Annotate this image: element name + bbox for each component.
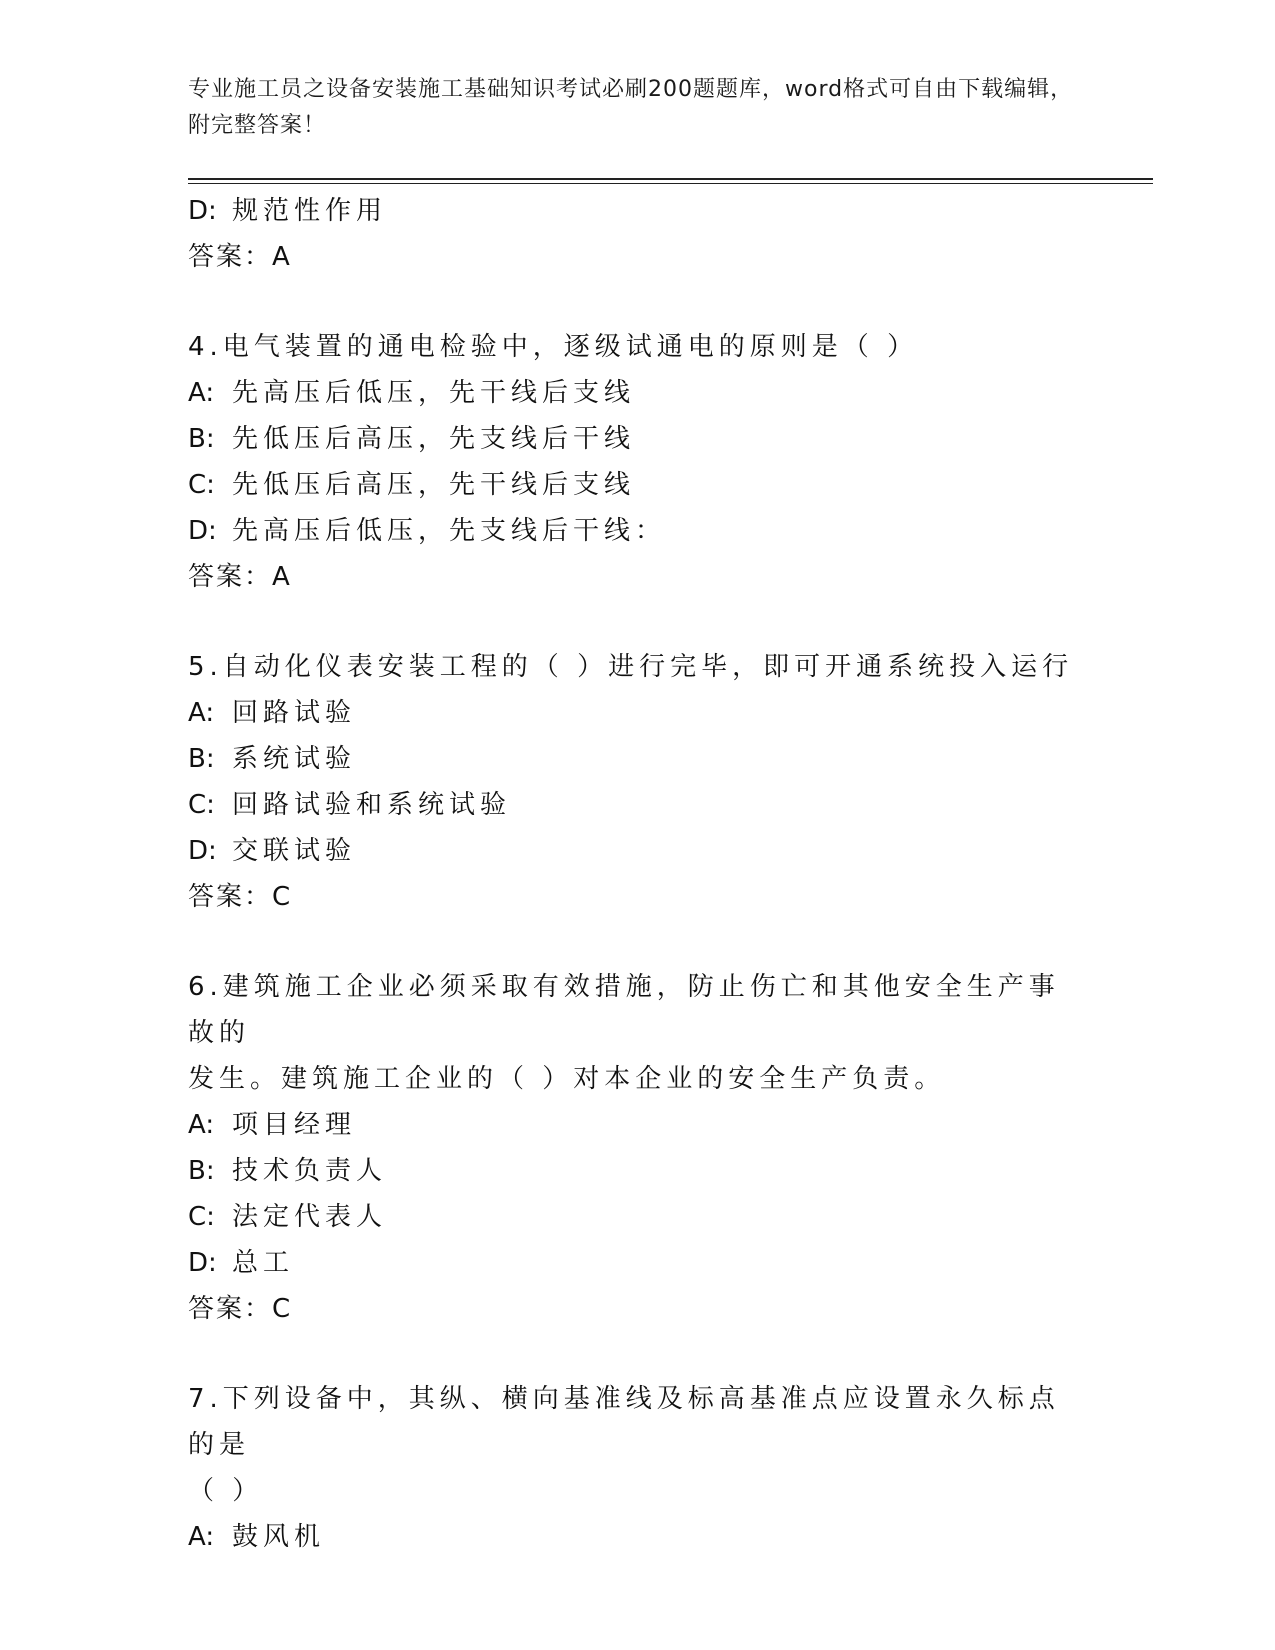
q7-option-a: [188, 1514, 1088, 1560]
q5-answer: 答案：C: [188, 882, 293, 912]
q6-option-c: [188, 1194, 1088, 1240]
q6-title-line-2: 发生。建筑施工企业的（ ）对本企业的安全生产负责。: [188, 1064, 946, 1094]
option-text: 总工: [232, 1248, 295, 1278]
option-letter: B:: [188, 744, 215, 774]
q7-title-line-2: （ ）: [188, 1476, 264, 1506]
option-text: 技术负责人: [232, 1156, 388, 1186]
document-header: 专业施工员之设备安装施工基础知识考试必刷200题题库，word格式可自由下载编辑，附完整答案！: [188, 77, 1074, 138]
option-letter: D:: [188, 196, 217, 226]
q6-option-d: [188, 1240, 1088, 1286]
option-letter: A:: [188, 1522, 215, 1552]
option-text: 交联试验: [232, 836, 357, 866]
q6-option-a: [188, 1102, 1088, 1148]
q7-title-line-1: 7.下列设备中，其纵、横向基准线及标高基准点应设置永久标点的是: [188, 1384, 1060, 1460]
option-text: 先低压后高压，先支线后干线: [232, 424, 636, 454]
q6-title-line-1: 6.建筑施工企业必须采取有效措施，防止伤亡和其他安全生产事故的: [188, 972, 1060, 1048]
q5-option-c: [188, 782, 1088, 828]
option-letter: D:: [188, 1248, 217, 1278]
q4-option-d: [188, 508, 1088, 554]
q5-option-a: [188, 690, 1088, 736]
q5-title: 5.自动化仪表安装工程的（ ）进行完毕，即可开通系统投入运行: [188, 652, 1074, 682]
q3-answer: 答案：A: [188, 242, 292, 272]
option-text: 系统试验: [232, 744, 357, 774]
option-letter: C:: [188, 1202, 215, 1232]
option-letter: D:: [188, 836, 217, 866]
q5-option-d: [188, 828, 1088, 874]
q4-option-c: [188, 462, 1088, 508]
q3-option-d: [188, 188, 1088, 234]
option-letter: A:: [188, 698, 215, 728]
q7-title: [188, 1376, 1088, 1514]
option-letter: D:: [188, 516, 217, 546]
option-text: 回路试验: [232, 698, 357, 728]
option-text: 先高压后低压，先干线后支线: [232, 378, 636, 408]
option-text: 项目经理: [232, 1110, 357, 1140]
option-text: 先高压后低压，先支线后干线：: [232, 516, 667, 546]
q4-title: 4.电气装置的通电检验中，逐级试通电的原则是（ ）: [188, 332, 919, 362]
q4-option-a: [188, 370, 1088, 416]
option-text: 鼓风机: [232, 1522, 326, 1552]
q6-title: [188, 964, 1088, 1102]
option-letter: C:: [188, 790, 215, 820]
option-letter: A:: [188, 378, 215, 408]
q4-answer: 答案：A: [188, 562, 292, 592]
option-text: 法定代表人: [232, 1202, 388, 1232]
option-text: 先低压后高压，先干线后支线: [232, 470, 636, 500]
q5-option-b: [188, 736, 1088, 782]
header-divider-thick: [188, 178, 1153, 180]
option-text: 回路试验和系统试验: [232, 790, 512, 820]
q6-answer: 答案：C: [188, 1294, 293, 1324]
option-letter: A:: [188, 1110, 215, 1140]
q4-option-b: [188, 416, 1088, 462]
header-divider-thin: [188, 183, 1153, 184]
option-text: 规范性作用: [232, 196, 388, 226]
question-content: [188, 188, 1088, 1560]
q6-option-b: [188, 1148, 1088, 1194]
option-letter: B:: [188, 424, 215, 454]
option-letter: C:: [188, 470, 215, 500]
option-letter: B:: [188, 1156, 215, 1186]
